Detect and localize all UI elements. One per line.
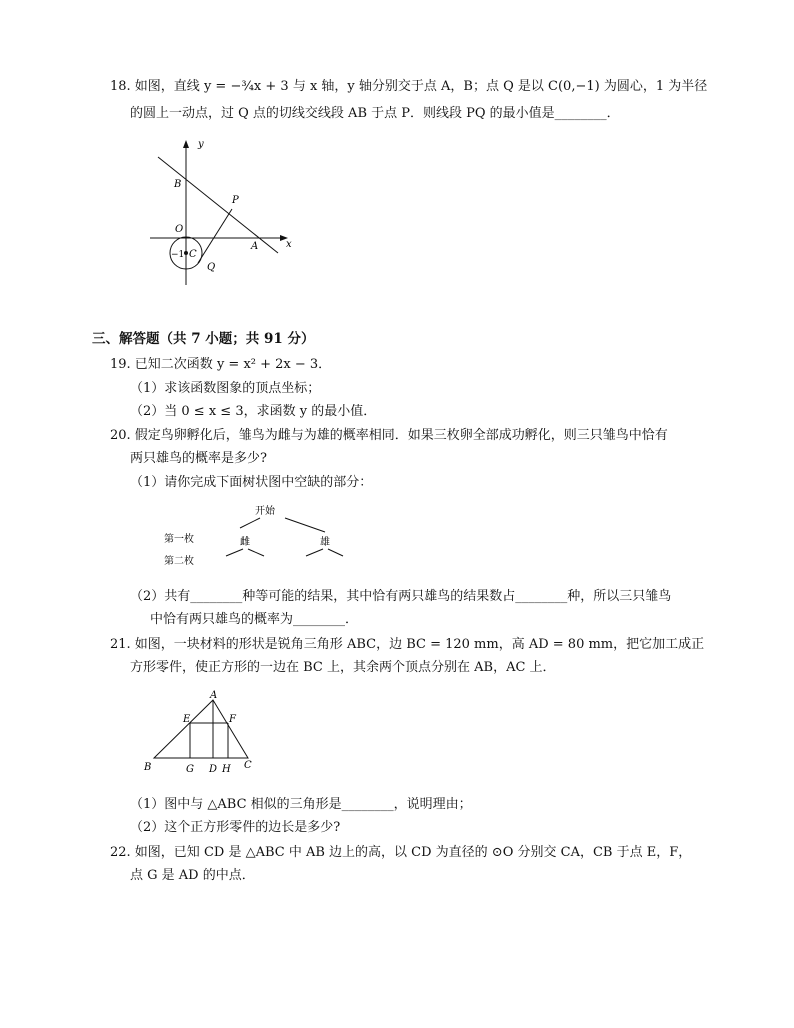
- q18-line2: 的圆上一动点，过 Q 点的切线交线段 AB 于点 P．则线段 PQ 的最小值是________．: [130, 106, 620, 121]
- q21-line1: 21. 如图，一块材料的形状是锐角三角形 ABC，边 BC = 120 mm，高 AD = 80 mm，把它加工成正: [110, 637, 705, 652]
- label-a: A: [210, 690, 218, 701]
- label-neg1: −1: [171, 250, 185, 260]
- tree-sub-lr: [248, 549, 264, 556]
- label-f: F: [229, 714, 236, 725]
- tree-female: 雌: [240, 537, 250, 548]
- tree-sub-ll: [226, 549, 243, 556]
- q21-part1: （1）图中与 △ABC 相似的三角形是________，说明理由；: [130, 797, 472, 812]
- triangle-abc: [154, 700, 248, 758]
- label-o: O: [175, 224, 184, 235]
- q22-line2: 点 G 是 AD 的中点．: [130, 868, 255, 883]
- label-e: E: [183, 714, 191, 725]
- tree-start: 开始: [255, 506, 275, 517]
- label-a: A: [251, 241, 259, 252]
- tangent-pq: [198, 209, 232, 263]
- tree-sub-rr: [328, 549, 343, 556]
- q20-line1: 20. 假定鸟卵孵化后，雏鸟为雌与为雄的概率相同．如果三枚卵全部成功孵化，则三只雏鸟中恰有: [110, 428, 668, 443]
- label-y: y: [198, 139, 204, 150]
- label-q: Q: [207, 262, 216, 273]
- q21-figure: [140, 688, 265, 776]
- tree-male: 雄: [320, 537, 330, 548]
- q20-part2-line1: （2）共有________种等可能的结果，其中恰有两只雄鸟的结果数占________种，所以三只雏鸟: [130, 589, 672, 604]
- q20-part1: （1）请你完成下面树状图中空缺的部分：: [130, 475, 373, 490]
- q20-tree-diagram: [160, 500, 360, 572]
- q19-part2: （2）当 0 ≤ x ≤ 3，求函数 y 的最小值．: [130, 404, 377, 419]
- center-c-point: [184, 251, 188, 255]
- line-ab: [158, 157, 278, 253]
- label-b: B: [144, 762, 152, 773]
- q21-line2: 方形零件，使正方形的一边在 BC 上，其余两个顶点分别在 AB，AC 上．: [130, 660, 556, 675]
- q22-line1: 22. 如图，已知 CD 是 △ABC 中 AB 边上的高，以 CD 为直径的 ⊙O 分别交 CA，CB 于点 E，F，: [110, 845, 692, 860]
- label-p: P: [232, 195, 239, 206]
- q20-line2: 两只雄鸟的概率是多少?: [130, 451, 267, 466]
- label-b: B: [174, 179, 182, 190]
- q19-part1: （1）求该函数图象的顶点坐标；: [130, 381, 321, 396]
- q20-part2-line2: 中恰有两只雄鸟的概率为________．: [150, 612, 359, 627]
- q21-part2: （2）这个正方形零件的边长是多少?: [130, 820, 341, 835]
- section-title: 三、解答题（共 7 小题；共 91 分）: [92, 331, 315, 347]
- q18-line1: 18. 如图，直线 y = −¾x + 3 与 x 轴，y 轴分别交于点 A，B；点 Q 是以 C(0,−1) 为圆心，1 为半径: [110, 79, 708, 94]
- tree-branch-left: [240, 518, 260, 528]
- label-d: D: [209, 764, 218, 775]
- q18-figure: [150, 135, 310, 290]
- label-c: C: [244, 760, 252, 771]
- tree-sub-rl: [306, 549, 323, 556]
- label-g: G: [186, 764, 194, 775]
- label-h: H: [222, 764, 231, 775]
- y-axis-arrow: [183, 140, 189, 148]
- label-x: x: [286, 239, 292, 250]
- tree-branch-right: [285, 518, 325, 532]
- q19-stem: 19. 已知二次函数 y = x² + 2x − 3．: [110, 357, 332, 372]
- tree-row2-label: 第二枚: [164, 556, 194, 567]
- tree-row1-label: 第一枚: [164, 534, 194, 545]
- label-c: C: [189, 249, 197, 260]
